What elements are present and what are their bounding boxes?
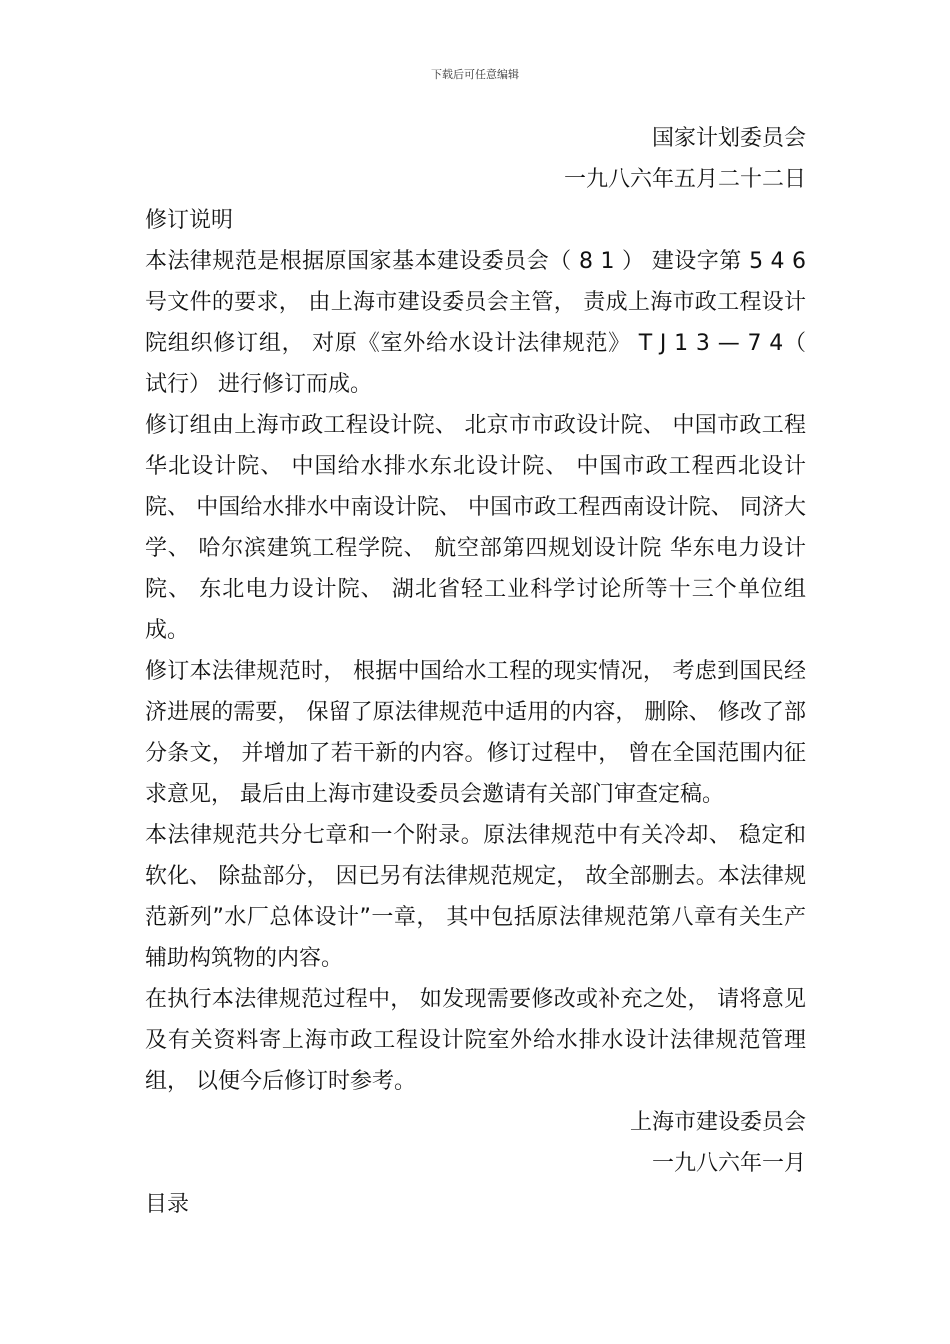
signature-date: 一九八六年一月 <box>651 1151 806 1176</box>
page-header-note: 下载后可任意编辑 <box>431 68 519 81</box>
issue-date: 一九八六年五月二十二日 <box>563 167 806 192</box>
revision-notes-heading: 修订说明 <box>145 208 234 233</box>
signature-organization: 上海市建设委员会 <box>629 1110 806 1135</box>
revision-paragraph: 本法律规范是根据原国家基本建设委员会（ 8 1 ） 建设字第 5 4 6 号文件的要求， 由上海市建设委员会主管， 责成上海市政工程设计院组织修订组， 对原《室外给水设计法律规范》 T J 1 3 — 7 4（ 试行） 进行修订而成。 <box>145 249 806 397</box>
document-body <box>145 118 806 1225</box>
issuer-organization: 国家计划委员会 <box>651 126 806 151</box>
revision-paragraph: 本法律规范共分七章和一个附录。原法律规范中有关冷却、 稳定和软化、 除盐部分， 因已另有法律规范规定， 故全部删去。本法律规范新列”水厂总体设计”一章， 其中包括原法律规范第八章有关生产辅助构筑物的内容。 <box>145 823 806 971</box>
revision-paragraph: 修订本法律规范时， 根据中国给水工程的现实情况， 考虑到国民经济进展的需要， 保留了原法律规范中适用的内容， 删除、 修改了部分条文， 并增加了若干新的内容。修订过程中， 曾在全国范围内征求意见， 最后由上海市建设委员会邀请有关部门审查定稿。 <box>145 659 806 807</box>
toc-heading: 目录 <box>145 1192 190 1217</box>
revision-paragraph: 在执行本法律规范过程中， 如发现需要修改或补充之处， 请将意见及有关资料寄上海市政工程设计院室外给水排水设计法律规范管理组， 以便今后修订时参考。 <box>145 987 806 1094</box>
revision-paragraph: 修订组由上海市政工程设计院、 北京市市政设计院、 中国市政工程华北设计院、 中国给水排水东北设计院、 中国市政工程西北设计院、 中国给水排水中南设计院、 中国市政工程西南设计院、 同济大学、 哈尔滨建筑工程学院、 航空部第四规划设计院 华东电力设计院、 东北电力设计院、 湖北省轻工业科学讨论所等十三个单位组成。 <box>145 413 806 643</box>
